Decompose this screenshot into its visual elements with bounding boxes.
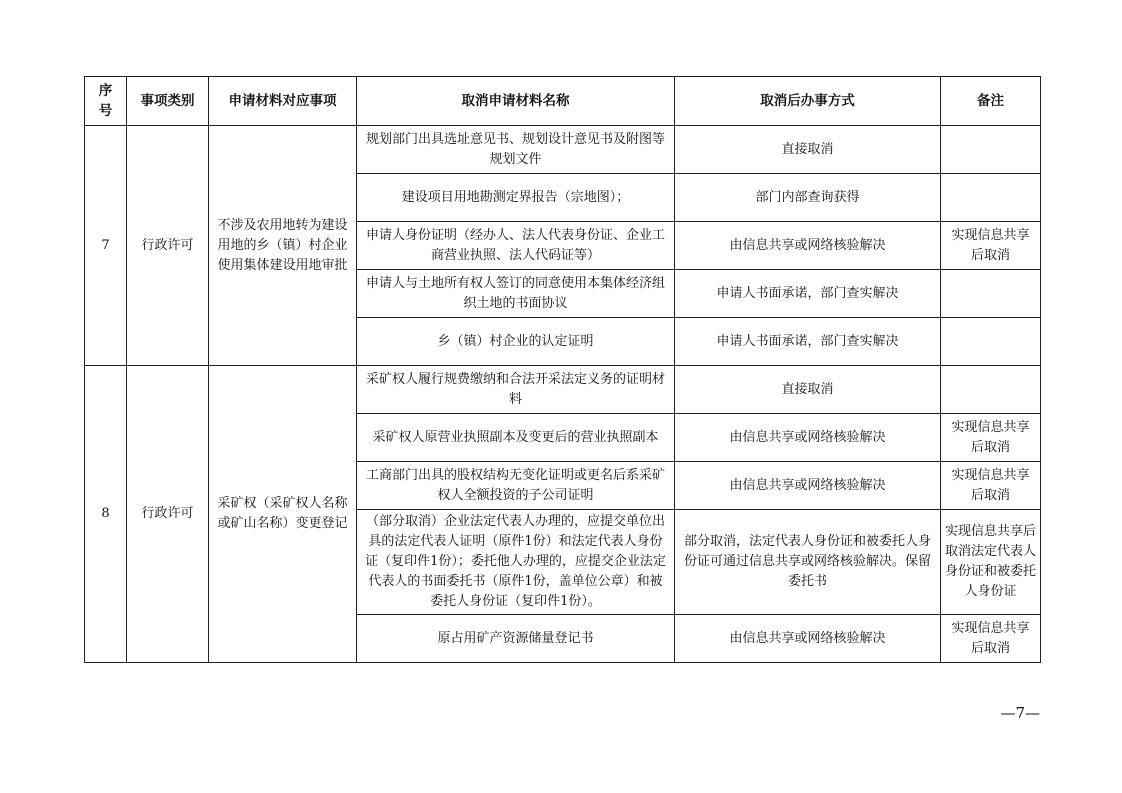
header-category: 事项类别 (127, 77, 209, 126)
row-material: 采矿权人履行规费缴纳和合法开采法定义务的证明材料 (357, 366, 675, 414)
row-note: 实现信息共享后取消法定代表人身份证和被委托人身份证 (941, 510, 1041, 615)
header-method: 取消后办事方式 (675, 77, 941, 126)
row-note (941, 174, 1041, 222)
row-no: 8 (85, 366, 127, 663)
row-material: 原占用矿产资源储量登记书 (357, 615, 675, 663)
row-method: 由信息共享或网络核验解决 (675, 222, 941, 270)
header-matter: 申请材料对应事项 (209, 77, 357, 126)
row-material: （部分取消）企业法定代表人办理的，应提交单位出具的法定代表人证明（原件1份）和法定代表人身份证（复印件1份）；委托他人办理的，应提交企业法定代表人的书面委托书（原件1份，盖单位公章）和被委托人身份证（复印件1份）。 (357, 510, 675, 615)
row-material: 工商部门出具的股权结构无变化证明或更名后系采矿权人全额投资的子公司证明 (357, 462, 675, 510)
policy-table (84, 76, 1041, 663)
row-method: 部分取消，法定代表人身份证和被委托人身份证可通过信息共享或网络核验解决。保留委托书 (675, 510, 941, 615)
row-note (941, 318, 1041, 366)
table-row (85, 366, 1041, 414)
row-note: 实现信息共享后取消 (941, 222, 1041, 270)
table-header-row (85, 77, 1041, 126)
row-category: 行政许可 (127, 366, 209, 663)
row-method: 部门内部查询获得 (675, 174, 941, 222)
row-method: 申请人书面承诺，部门查实解决 (675, 270, 941, 318)
row-method: 申请人书面承诺，部门查实解决 (675, 318, 941, 366)
row-category: 行政许可 (127, 126, 209, 366)
row-method: 直接取消 (675, 126, 941, 174)
row-note: 实现信息共享后取消 (941, 615, 1041, 663)
row-material: 采矿权人原营业执照副本及变更后的营业执照副本 (357, 414, 675, 462)
row-matter: 不涉及农用地转为建设用地的乡（镇）村企业使用集体建设用地审批 (209, 126, 357, 366)
table-row (85, 126, 1041, 174)
row-method: 直接取消 (675, 366, 941, 414)
row-note: 实现信息共享后取消 (941, 414, 1041, 462)
header-material: 取消申请材料名称 (357, 77, 675, 126)
row-material: 建设项目用地勘测定界报告（宗地图）； (357, 174, 675, 222)
row-material: 申请人身份证明（经办人、法人代表身份证、企业工商营业执照、法人代码证等） (357, 222, 675, 270)
row-method: 由信息共享或网络核验解决 (675, 414, 941, 462)
header-note: 备注 (941, 77, 1041, 126)
row-note: 实现信息共享后取消 (941, 462, 1041, 510)
row-matter: 采矿权（采矿权人名称或矿山名称）变更登记 (209, 366, 357, 663)
row-note (941, 270, 1041, 318)
row-method: 由信息共享或网络核验解决 (675, 615, 941, 663)
row-material: 乡（镇）村企业的认定证明 (357, 318, 675, 366)
row-note (941, 366, 1041, 414)
row-no: 7 (85, 126, 127, 366)
row-note (941, 126, 1041, 174)
row-material: 规划部门出具选址意见书、规划设计意见书及附图等规划文件 (357, 126, 675, 174)
header-no: 序号 (85, 77, 127, 126)
row-method: 由信息共享或网络核验解决 (675, 462, 941, 510)
page-number: —7— (1000, 704, 1040, 722)
row-material: 申请人与土地所有权人签订的同意使用本集体经济组织土地的书面协议 (357, 270, 675, 318)
